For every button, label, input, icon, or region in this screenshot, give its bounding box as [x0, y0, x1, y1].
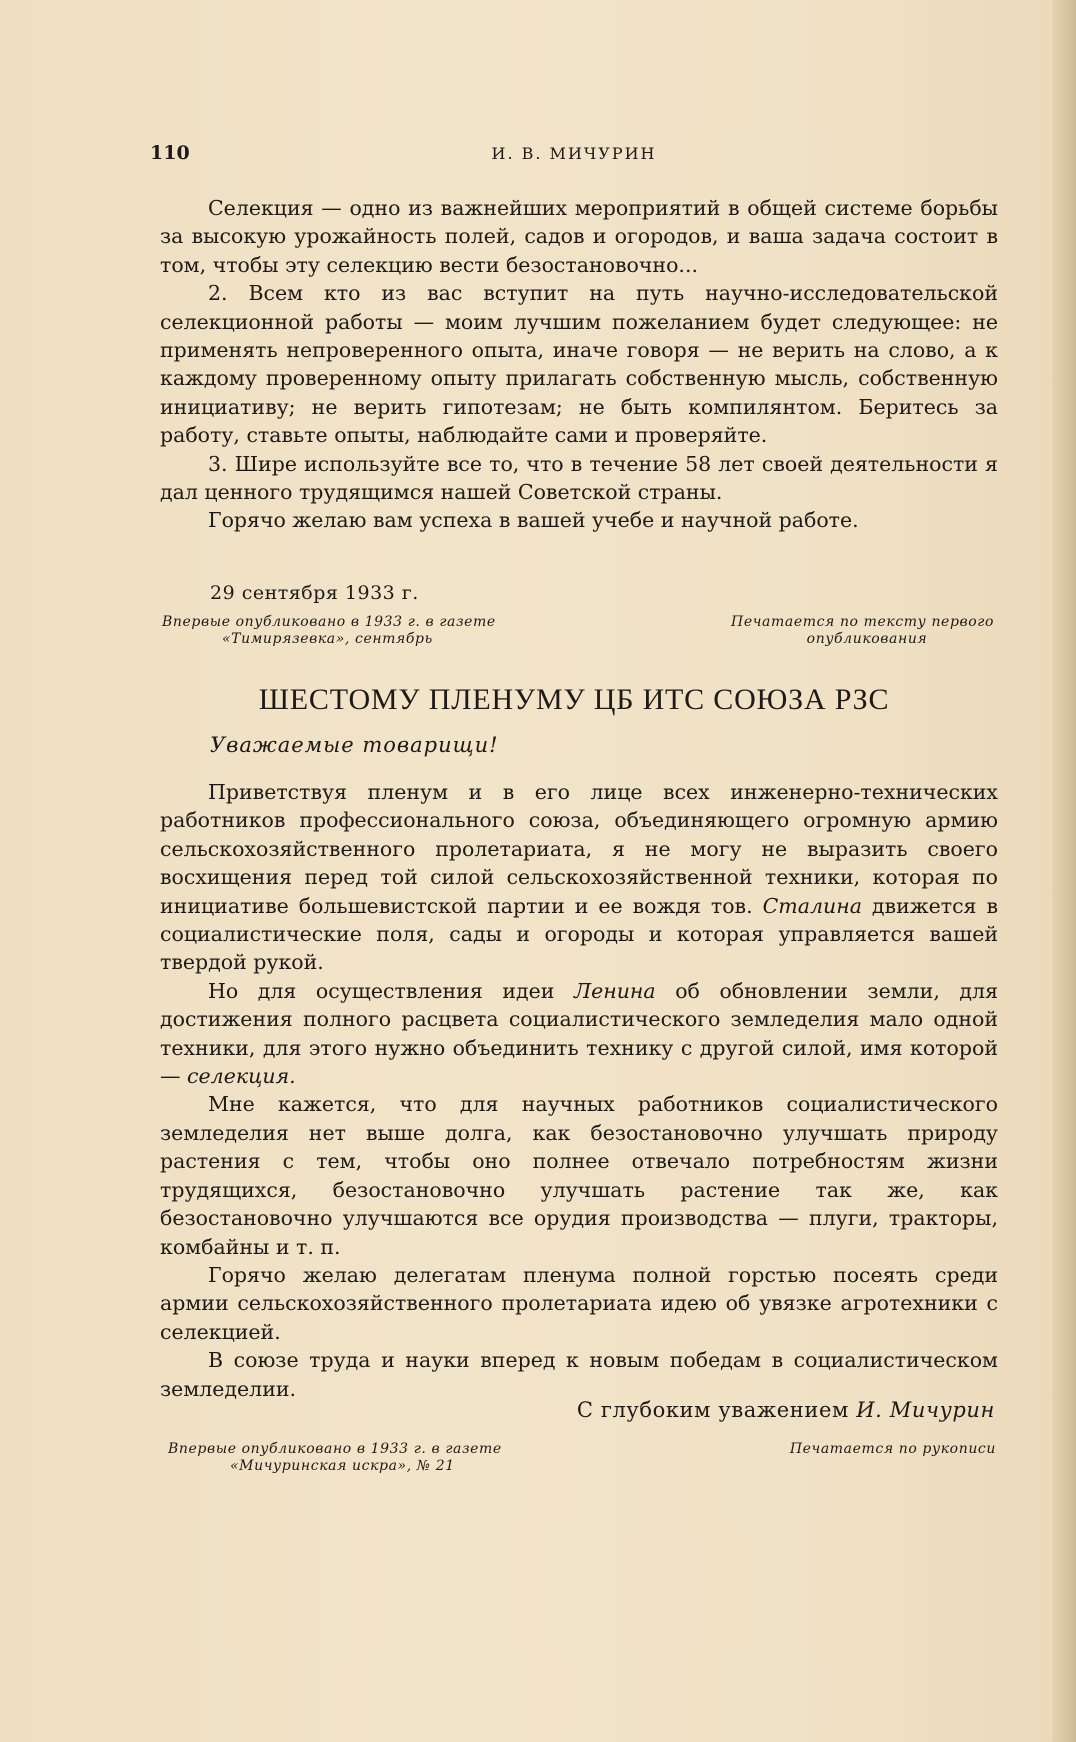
- paragraph: 3. Шире используйте все то, что в течение 58 лет своей деятельности я дал ценного трудящимся нашей Советской страны.: [160, 451, 998, 505]
- source-note-line: «Мичуринская искра», № 21: [230, 1458, 455, 1474]
- text-run: Приветствуя пленум и в его лице всех инженерно-технических работников профессионального союза, объединяющего огромную армию сельскохозяйственного пролетариата, я не могу не выразить своего восхищения перед той силой сельскохозяйственной техники, которая по инициативе большевистской партии и ее вождя тов.: [160, 780, 998, 918]
- signature-line: [577, 1398, 995, 1422]
- letter-body: [160, 778, 998, 1403]
- print-note-line: опубликования: [806, 631, 928, 647]
- running-head-title: И. В. МИЧУРИН: [491, 144, 657, 163]
- section-title: ШЕСТОМУ ПЛЕНУМУ ЦБ ИТС СОЮЗА РЗС: [258, 683, 890, 716]
- name-emphasis: Сталина: [762, 893, 862, 918]
- print-source-note: [700, 614, 994, 648]
- paragraph: 2. Всем кто из вас вступит на путь научно-исследовательской селекционной работы — моим лучшим пожеланием будет следующее: не применять непроверенного опыта, иначе говоря — не верить на слово, а к каждому проверенному опыту прилагать собственную мысль, собственную инициативу; не верить гипотезам; не быть компилянтом. Беритесь за работу, ставьте опыты, наблюдайте сами и проверяйте.: [160, 281, 998, 448]
- running-head: [150, 142, 998, 172]
- paragraph: [160, 778, 998, 977]
- paragraph: В союзе труда и науки вперед к новым победам в социалистическом земледелии.: [160, 1348, 998, 1401]
- page-edge-shadow: [1052, 0, 1076, 1742]
- source-note-line: Впервые опубликовано в 1933 г. в газете: [168, 1441, 502, 1457]
- name-emphasis: Ленина: [573, 978, 656, 1003]
- source-note-line: «Тимирязевка», сентябрь: [222, 631, 433, 647]
- salutation: Уважаемые товарищи!: [210, 733, 499, 757]
- letter-continuation: [160, 194, 998, 535]
- publication-source-note: [168, 1441, 548, 1475]
- page-number: 110: [150, 142, 190, 164]
- term-emphasis: селекция.: [187, 1064, 296, 1089]
- signature-name: И. Мичурин: [856, 1398, 995, 1422]
- publication-source-note: [162, 614, 542, 648]
- paragraph: [160, 977, 998, 1091]
- paragraph: Горячо желаю делегатам пленума полной горстью посеять среди армии сельскохозяйственного пролетариата идею об увязке агротехники с селекцией.: [160, 1262, 998, 1344]
- paragraph: Мне кажется, что для научных работников социалистического земледелия нет выше долга, как безостановочно улучшать природу растения с тем, чтобы оно полнее отвечало потребностям жизни трудящихся, безостановочно улучшать растение так же, как безостановочно улучшаются все орудия производства — плуги, тракторы, комбайны и т. п.: [160, 1092, 998, 1259]
- print-source-note: Печатается по рукописи: [789, 1441, 996, 1457]
- paragraph: Горячо желаю вам успеха в вашей учебе и научной работе.: [208, 508, 859, 533]
- source-note-line: Впервые опубликовано в 1933 г. в газете: [162, 614, 496, 630]
- text-run: об обновлении земли, для достижения полного расцвета социалистического земледелия мало одной техники, для этого нужно объединить технику с другой силой, имя которой —: [160, 978, 998, 1089]
- letter-date: 29 сентября 1933 г.: [210, 582, 419, 604]
- print-note-line: Печатается по тексту первого: [731, 614, 994, 630]
- text-run: Но для осуществления идеи: [208, 978, 574, 1003]
- closing-text: С глубоким уважением: [576, 1398, 857, 1422]
- paragraph: Селекция — одно из важнейших мероприятий в общей системе борьбы за высокую урожайность полей, садов и огородов, и ваша задача состоит в том, чтобы эту селекцию вести безостановочно...: [160, 196, 998, 277]
- text-run: движется в социалистические поля, сады и огороды и которая управляется вашей твердой рукой.: [160, 893, 999, 975]
